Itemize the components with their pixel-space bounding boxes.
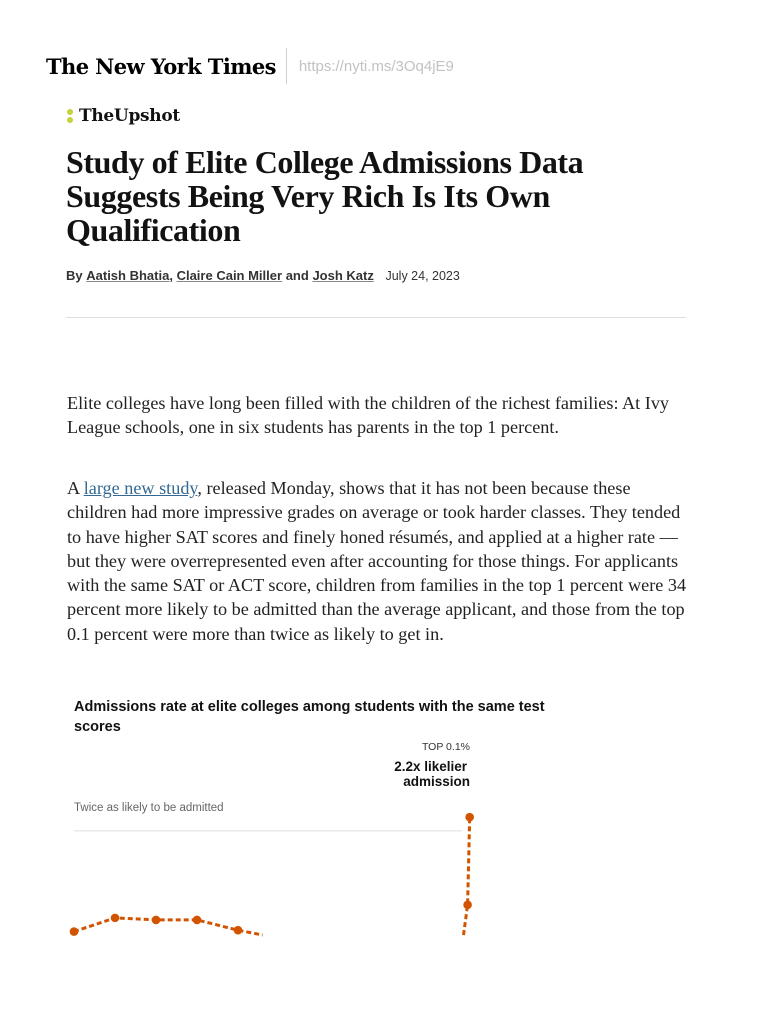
admissions-chart <box>0 730 768 940</box>
author-link-1[interactable]: Aatish Bhatia <box>86 268 170 283</box>
reference-line-label: Twice as likely to be admitted <box>74 802 224 814</box>
nyt-logo[interactable]: The New York Times <box>46 53 276 79</box>
masthead-divider <box>286 48 287 84</box>
study-link[interactable]: large new study <box>83 478 198 498</box>
section-label[interactable] <box>66 106 180 126</box>
paragraph-2-lead: A <box>67 478 80 498</box>
chart-title: Admissions rate at elite colleges among students with the same test scores <box>74 699 545 735</box>
paragraph-2-rest: , released Monday, shows that it has not been because these children had more impressive grades on average or took harder classes. They tended to have higher SAT scores and finely honed résumés, and applied at a higher rate — but they were overrepresented even after accounting for those things. For applicants with the same SAT or ACT score, children from families in the top 1 percent were 34 percent more likely to be admitted than the average applicant, and those from the top 0.1 percent were more than twice as likely to get in. <box>67 478 687 644</box>
byline-and: and <box>285 268 309 283</box>
annotation-line-2: admission <box>403 774 470 789</box>
headline-line-3: Qualification <box>66 212 241 248</box>
headline-line-2: Suggests Being Very Rich Is Its Own <box>66 178 550 214</box>
byline-comma: , <box>169 268 173 283</box>
byline-prefix: By <box>66 268 83 283</box>
data-point-6 <box>465 813 474 822</box>
data-point-1 <box>111 914 120 923</box>
series-line-right <box>464 817 470 935</box>
series-line-left <box>74 918 263 935</box>
paragraph-1: Elite colleges have long been filled with the children of the richest families: At Ivy League schools, one in six students has parents in the top 1 percent. <box>67 393 670 438</box>
publish-date: July 24, 2023 <box>385 269 460 283</box>
upshot-dots-icon <box>66 107 74 125</box>
annotation-group-label: TOP 0.1% <box>421 741 470 753</box>
paragraph-2 <box>67 476 689 646</box>
section-name: TheUpshot <box>79 106 180 126</box>
headline <box>66 145 706 247</box>
short-url[interactable]: https://nyti.ms/3Oq4jE9 <box>298 57 454 75</box>
headline-line-1: Study of Elite College Admissions Data <box>66 144 584 180</box>
data-point-4 <box>234 926 243 935</box>
data-point-5 <box>463 901 472 910</box>
masthead <box>46 48 454 84</box>
author-link-2[interactable]: Claire Cain Miller <box>176 268 283 283</box>
author-link-3[interactable]: Josh Katz <box>312 268 374 283</box>
data-point-0 <box>70 927 79 936</box>
data-point-3 <box>193 916 202 925</box>
header-divider <box>66 317 686 318</box>
annotation-line-1: 2.2x likelier <box>394 759 467 774</box>
data-point-2 <box>152 916 161 925</box>
byline <box>66 268 460 283</box>
